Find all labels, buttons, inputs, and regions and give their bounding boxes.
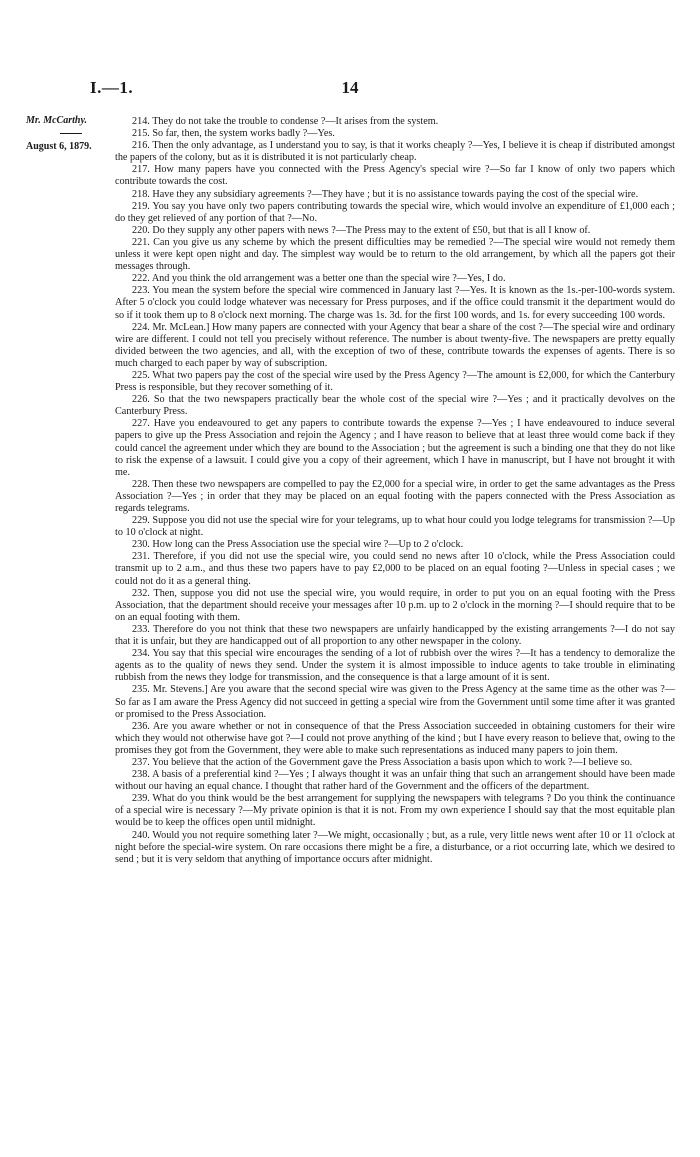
question-text: You say you have only two papers contributing towards the special wire, which would involve an expenditure of £1,000 each ; do they get relieved of any portion of that ?—No. bbox=[115, 200, 675, 224]
question-text: Can you give us any scheme by which the present difficulties may be remedied ?—The special wire would not remedy them unless it were kept open night and day. The simplest way would be to return to the old arrangement, by which all the papers got their messages through. bbox=[115, 236, 676, 273]
question-number: 222. bbox=[132, 273, 150, 285]
testimony-paragraph bbox=[115, 793, 675, 829]
question-text: Then the only advantage, as I understand you to say, is that it works cheaply ?—Yes, I believe it is cheap if distributed amongst the papers of the colony, but as it is distributed it is not particularly cheap. bbox=[115, 140, 675, 164]
question-number: 231. bbox=[132, 551, 150, 563]
question-text: And you think the old arrangement was a better one than the special wire ?—Yes, I do. bbox=[151, 273, 506, 285]
testimony-paragraph bbox=[115, 285, 675, 321]
question-number: 221. bbox=[132, 236, 150, 248]
testimony-paragraph bbox=[115, 624, 675, 648]
question-number: 219. bbox=[132, 200, 150, 212]
question-text: A basis of a preferential kind ?—Yes ; I always thought it was an unfair thing that such an arrangement should have been made without our having an equal chance. I thought that rather hard of the Government and the officers of the department. bbox=[115, 769, 676, 793]
question-number: 232. bbox=[132, 587, 150, 599]
question-text: They do not take the trouble to condense ?—It arises from the system. bbox=[152, 116, 439, 127]
testimony-paragraph bbox=[115, 370, 675, 394]
question-number: 218. bbox=[132, 188, 150, 200]
question-text: Then these two newspapers are compelled to pay the £2,000 for a special wire, in order to get the same advantages as the Press Association ?—Yes ; in order that they may be placed on an equal footing with the papers connected with the Press Association as regards telegrams. bbox=[115, 478, 675, 514]
testimony-paragraph bbox=[115, 418, 675, 478]
question-text: Suppose you did not use the special wire for your telegrams, up to what hour could you lodge telegrams for transmission ?—Up to 10 o'clock at night. bbox=[115, 515, 675, 539]
testimony-paragraph bbox=[115, 225, 675, 237]
testimony-paragraph bbox=[115, 237, 675, 273]
margin-divider bbox=[60, 133, 82, 134]
question-text: Would you not require something later ?—We might, occasionally ; but, as a rule, very little news went after 10 or 11 o'clock at night before the special-wire system. On rare occasions there might be a fire, a disturbance, or a riot occurring late, which we desired to send ; but it is very seldom that anything of importance occurs after midnight. bbox=[115, 829, 675, 865]
question-number: 223. bbox=[132, 285, 150, 297]
margin-note bbox=[26, 114, 112, 153]
hearing-date: August 6, 1879. bbox=[26, 141, 92, 152]
question-text: How long can the Press Association use the special wire ?—Up to 2 o'clock. bbox=[152, 539, 464, 551]
testimony-paragraph bbox=[115, 551, 675, 587]
testimony-paragraph bbox=[115, 684, 675, 720]
question-number: 216. bbox=[132, 140, 150, 152]
question-text: Have they any subsidiary agreements ?—They have ; but it is no assistance towards paying the cost of the special wire. bbox=[152, 188, 639, 200]
testimony-paragraph bbox=[115, 116, 675, 128]
question-number: 217. bbox=[132, 164, 150, 176]
testimony-paragraph bbox=[115, 394, 675, 418]
testimony-paragraph bbox=[115, 322, 675, 370]
question-number: 240. bbox=[132, 829, 150, 841]
testimony-paragraph bbox=[115, 539, 675, 551]
question-number: 225. bbox=[132, 369, 150, 381]
question-text: Then, suppose you did not use the special wire, you would require, in order to put you on an equal footing with the Press Association, that the department should receive your messages after 10 p.m. up to 2 o'clock in the morning ?—I should require that to be on an equal footing with them. bbox=[115, 587, 675, 623]
testimony-paragraph bbox=[115, 128, 675, 140]
testimony-paragraph bbox=[115, 648, 675, 684]
question-text: Are you aware whether or not in consequence of that the Press Association succeeded in obtaining customers for their wire which they would not otherwise have got ?—I could not prove anything of the kind ; but I have every reason to believe that, owing to the promises they got from the Government, they were able to make such representations as induced many papers to join them. bbox=[115, 720, 675, 756]
question-number: 239. bbox=[132, 793, 150, 805]
question-number: 238. bbox=[132, 769, 150, 781]
question-text: You mean the system before the special wire commenced in January last ?—Yes. It is known as the 1s.-per-100-words system. After 5 o'clock you could lodge whatever was necessary for Press purposes, and if the office could transmit it the department would do so if it took them up to 8 o'clock next morning. The charge was 1s. 3d. for the first 100 words, and 1s. for every succeeding 100 words. bbox=[115, 285, 675, 321]
question-number: 224. bbox=[132, 321, 150, 333]
testimony-paragraph bbox=[115, 479, 675, 515]
testimony-paragraph bbox=[115, 515, 675, 539]
page-header bbox=[90, 78, 610, 102]
question-text: So far, then, the system works badly ?—Yes. bbox=[152, 128, 335, 140]
testimony-paragraph bbox=[115, 164, 675, 188]
question-number: 227. bbox=[132, 418, 150, 430]
question-text: Therefore, if you did not use the special wire, you could send no news after 10 o'clock, while the Press Association could transmit up to 2 a.m., and thus these two papers have to pay £2,000 to be placed on an equal footing ?—Unless in special cases ; we could not do it as a general thing. bbox=[115, 551, 675, 587]
question-number: 230. bbox=[132, 539, 150, 551]
question-text: What do you think would be the best arrangement for supplying the newspapers with telegrams ? Do you think the continuance of a special wire is necessary ?—My private opinion is that it is not. From my own experience I should say that the most equitable plan would be to keep the offices open until midnight. bbox=[115, 793, 675, 829]
testimony-paragraph bbox=[115, 140, 675, 164]
testimony-paragraph bbox=[115, 830, 675, 866]
question-text: Therefore do you not think that these two newspapers are unfairly handicapped by the existing arrangements ?—I do not say that it is unfair, but they are handicapped out of all proportion to any other newspaper in the colony. bbox=[115, 623, 675, 648]
testimony-paragraph bbox=[115, 721, 675, 757]
testimony-paragraph bbox=[115, 769, 675, 793]
question-text: You say that this special wire encourages the sending of a lot of rubbish over the wires ?—It has a tendency to demoralize the agents as to the quality of news they send. Under the system it is almost impossible to induce agents to take trouble in eliminating rubbish from the news they lodge for transmission, and the consequence is that a large amount of it is sent. bbox=[115, 648, 676, 684]
testimony-body bbox=[115, 116, 675, 866]
testimony-paragraph bbox=[115, 588, 675, 624]
question-number: 226. bbox=[132, 394, 150, 406]
question-text: Have you endeavoured to get any papers to contribute towards the expense ?—Yes ; I have endeavoured to induce several papers to give up the Press Association and rejoin the Agency ; and I have reason to believe that at least three would come back if they could cancel the agreement under which they are bound to the Association ; but the agreement is such a binding one that they do not like to risk the expense of a lawsuit. I could give you a copy of their agreement, which I have in manuscript, but I have not brought it with me. bbox=[115, 418, 675, 478]
question-number: 235. bbox=[132, 684, 150, 696]
question-number: 228. bbox=[132, 478, 150, 490]
question-text: Mr. Stevens.] Are you aware that the second special wire was given to the Press Agency at the same time as the other was ?—So far as I am aware the Press Agency did not succeed in getting a special wire from the Government until some time after it was granted or promised to the Press Association. bbox=[115, 684, 676, 720]
testimony-paragraph bbox=[115, 273, 675, 285]
question-text: So that the two newspapers practically bear the whole cost of the special wire ?—Yes ; and it practically devolves on the Canterbury Press. bbox=[115, 394, 676, 418]
question-text: Mr. McLean.] How many papers are connected with your Agency that bear a share of the cost ?—The special wire and ordinary wire are different. I could not tell you precisely without reference. The number is about twenty-five. The newspapers are pretty equally divided between the two agencies, and all, with the exception of two of these, contribute towards the expenses of agents. There is so much charged to each paper by way of subscription. bbox=[115, 321, 676, 369]
testimony-paragraph bbox=[115, 189, 675, 201]
testimony-paragraph bbox=[115, 201, 675, 225]
question-text: What two papers pay the cost of the special wire used by the Press Agency ?—The amount is £2,000, for which the Canterbury Press is responsible, but they recover something of it. bbox=[115, 369, 675, 394]
question-text: You believe that the action of the Government gave the Press Association a basis upon which to work ?—I believe so. bbox=[152, 756, 633, 768]
question-number: 220. bbox=[132, 224, 150, 236]
document-id: I.—1. bbox=[90, 78, 134, 97]
question-number: 237. bbox=[132, 756, 150, 768]
question-text: How many papers have you connected with the Press Agency's special wire ?—So far I know of only two papers which contribute towards the cost. bbox=[115, 164, 675, 188]
page-number: 14 bbox=[341, 78, 359, 97]
question-text: Do they supply any other papers with news ?—The Press may to the extent of £50, but that is all I know of. bbox=[152, 224, 591, 236]
testimony-paragraph bbox=[115, 757, 675, 769]
question-number: 236. bbox=[132, 720, 150, 732]
question-number: 214. bbox=[132, 116, 150, 127]
question-number: 234. bbox=[132, 648, 150, 660]
question-number: 215. bbox=[132, 128, 150, 140]
question-number: 229. bbox=[132, 515, 150, 527]
witness-name: Mr. McCarthy. bbox=[26, 115, 88, 126]
question-number: 233. bbox=[132, 623, 150, 635]
